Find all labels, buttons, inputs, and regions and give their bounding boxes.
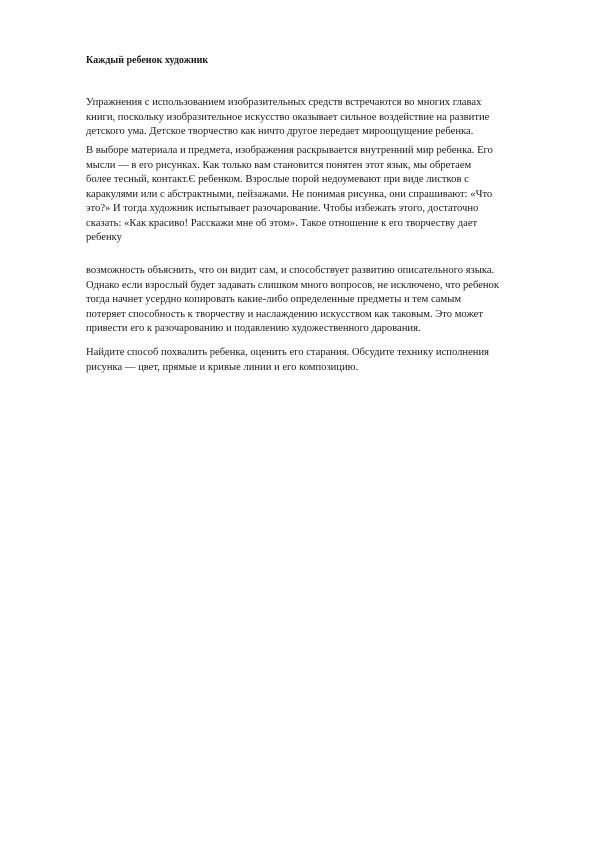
paragraph-2: [86, 144, 526, 246]
paragraph-line: мысли — в его рисунках. Как только вам становится понятен этот язык, мы обретаем: [86, 159, 472, 171]
paragraph-line: возможность объяснить, что он видит сам, и способствует развитию описательного языка.: [86, 265, 495, 276]
paragraph-line: детского ума. Детское творчество как ничто другое передает мироощущение ребенка.: [86, 126, 474, 137]
paragraph-line: каракулями или с абстрактными, пейзажами. Не понимая рисунка, они спрашивают: «Что: [86, 188, 493, 200]
paragraph-line: рисунка — цвет, прямые и кривые линии и его композицию.: [86, 361, 359, 373]
paragraph-line: привести его к разочарованию и подавлению художественного дарования.: [86, 323, 421, 334]
paragraph-line: Найдите способ похвалить ребенка, оценить его старания. Обсудите технику исполнения: [86, 347, 489, 358]
paragraph-line: В выборе материала и предмета, изображения раскрывается внутренний мир ребенка. Его: [86, 145, 493, 156]
paragraph-line: Однако если взрослый будет задавать слишком много вопросов, не исключено, что ребенок: [86, 279, 500, 291]
paragraph-line: более тесный, контакт.Є ребенком. Взрослые порой недоумевают при виде листков с: [86, 174, 469, 185]
paragraph-line: потеряет способность к творчеству и наслаждению искусством как таковым. Это может: [86, 308, 483, 320]
paragraph-line: сказать: «Как красиво! Расскажи мне об этом». Такое отношение к его творчеству дает: [86, 217, 478, 229]
document-title: Каждый ребенок художник: [86, 55, 209, 66]
paragraph-line: книги, поскольку изобразительное искусство оказывает сильное воздействие на развитие: [86, 111, 490, 123]
paragraph-3: [86, 264, 526, 337]
paragraph-line: Упражнения с использованием изобразительных средств встречаются во многих главах: [86, 97, 482, 108]
paragraph-line: ребенку: [86, 232, 122, 243]
paragraph-1: [86, 96, 526, 140]
paragraph-line: тогда начнет усердно копировать какие-либо определенные предметы и тем самым: [86, 294, 462, 305]
paragraph-4: [86, 346, 526, 375]
paragraph-line: это?» И тогда художник испытывает разочарование. Чтобы избежать этого, достаточно: [86, 203, 479, 214]
